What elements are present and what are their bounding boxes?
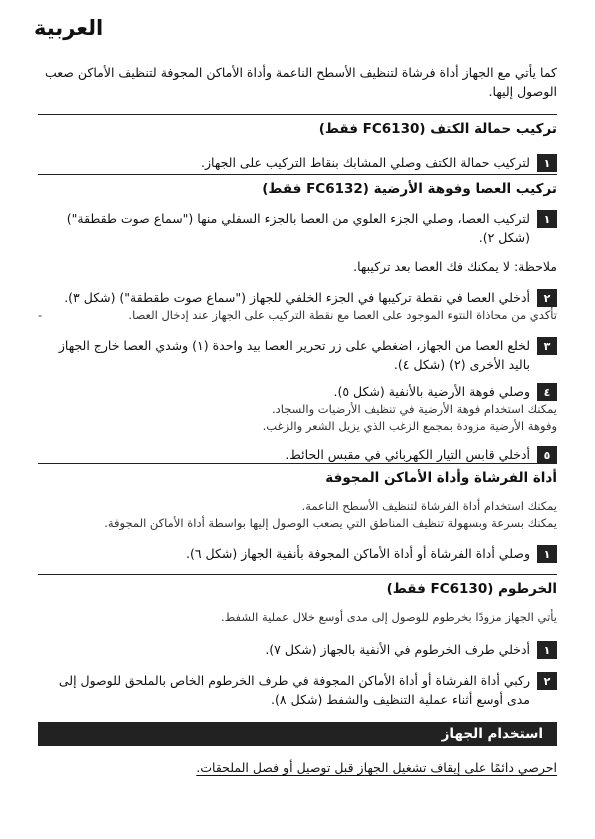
section-heading: أداة الفرشاة وأداة الأماكن المجوفة [38,463,557,488]
note-text: وفوهة الأرضية مزودة بمجمع الزغب الذي يزيل الشعر والزغب. [262,419,557,433]
section-brush-crevice [38,463,557,563]
step-number-badge: ٤ [537,383,557,401]
usage-bar-title: استخدام الجهاز [441,726,543,742]
section-hose [38,574,557,709]
list-item [38,640,557,659]
list-item [38,445,557,464]
step-number-badge: ١ [537,154,557,172]
step-text: وصلي أداة الفرشاة أو أداة الأماكن المجوفة بأنفية الجهاز (شكل ٦). [185,546,530,561]
step-text: أدخلي العصا في نقطة تركيبها في الجزء الخلفي للجهاز ("سماع صوت طقطقة") (شكل ٣). [64,290,530,305]
intro-paragraph: كما يأتي مع الجهاز أداة فرشاة لتنظيف الأسطح الناعمة وأداة الأماكن المجوفة لتنظيف الأماكن صعب الوصول إليها. [44,65,557,99]
hint-line [38,307,557,324]
list-item [38,153,557,172]
note-text: ملاحظة: لا يمكنك فك العصا بعد تركيبها. [353,259,557,274]
step-text: لخلع العصا من الجهاز، اضغطي على زر تحرير العصا بيد واحدة (١) وشدي العصا خارج الجهاز باليد الأخرى (٢) (شكل ٤). [58,338,530,372]
note-text: يأتي الجهاز مزودًا بخرطوم للوصول إلى مدى أوسع خلال عملية الشفط. [220,610,557,624]
step-text: وصلي فوهة الأرضية بالأنفية (شكل ٥). [333,384,530,399]
step-number-badge: ١ [537,641,557,659]
step-text: لتركيب حمالة الكتف وصلي المشابك بنقاط التركيب على الجهاز. [201,155,530,170]
step-number-badge: ٢ [537,289,557,307]
step-number-badge: ٣ [537,337,557,355]
hint-text: تأكدي من محاذاة النتوء الموجود على العصا مع نقطة التركيب على الجهاز عند إدخال العصا. [128,308,557,322]
section-heading: تركيب حمالة الكتف (FC6130 فقط) [38,114,557,139]
list-item [38,382,557,401]
usage-warning-text: احرصي دائمًا على إيقاف تشغيل الجهاز قبل توصيل أو فصل الملحقات. [196,760,557,775]
usage-section-bar [38,722,557,746]
usage-warning-row [38,757,557,777]
list-item [38,544,557,563]
step-number-badge: ١ [537,210,557,228]
step-text: لتركيب العصا، وصلي الجزء العلوي من العصا بالجزء السفلي منها ("سماع صوت طقطقة") (شكل ٢). [66,211,530,245]
step-text: ركبي أداة الفرشاة أو أداة الأماكن المجوفة في طرف الخرطوم الخاص بالملحق للوصول إلى مدى أوسع أثناء عملية التنظيف والشفط (شكل ٨). [58,673,530,707]
note-text: يمكنك استخدام فوهة الأرضية في تنظيف الأرضيات والسجاد. [271,402,557,416]
dash-marker: - [38,308,43,322]
section-shoulder-strap [38,114,557,172]
step-number-badge: ٥ [537,446,557,464]
step-number-badge: ١ [537,545,557,563]
section-tube-nozzle [38,174,557,464]
step-text: أدخلي قابس التيار الكهربائي في مقبس الحائط. [285,447,530,462]
note-text: يمكنك استخدام أداة الفرشاة لتنظيف الأسطح الناعمة. [301,499,557,513]
list-item [38,336,557,374]
list-item [38,288,557,307]
list-item [38,209,557,247]
step-number-badge: ٢ [537,672,557,690]
section-heading: تركيب العصا وفوهة الأرضية (FC6132 فقط) [38,174,557,199]
note-text: يمكنك بسرعة وبسهولة تنظيف المناطق التي يصعب الوصول إليها بواسطة أداة الأماكن المجوفة. [104,516,557,530]
list-item [38,671,557,709]
language-title: العربية [34,16,104,40]
section-heading: الخرطوم (FC6130 فقط) [38,574,557,599]
step-text: أدخلي طرف الخرطوم في الأنفية بالجهاز (شكل ٧). [265,642,530,657]
